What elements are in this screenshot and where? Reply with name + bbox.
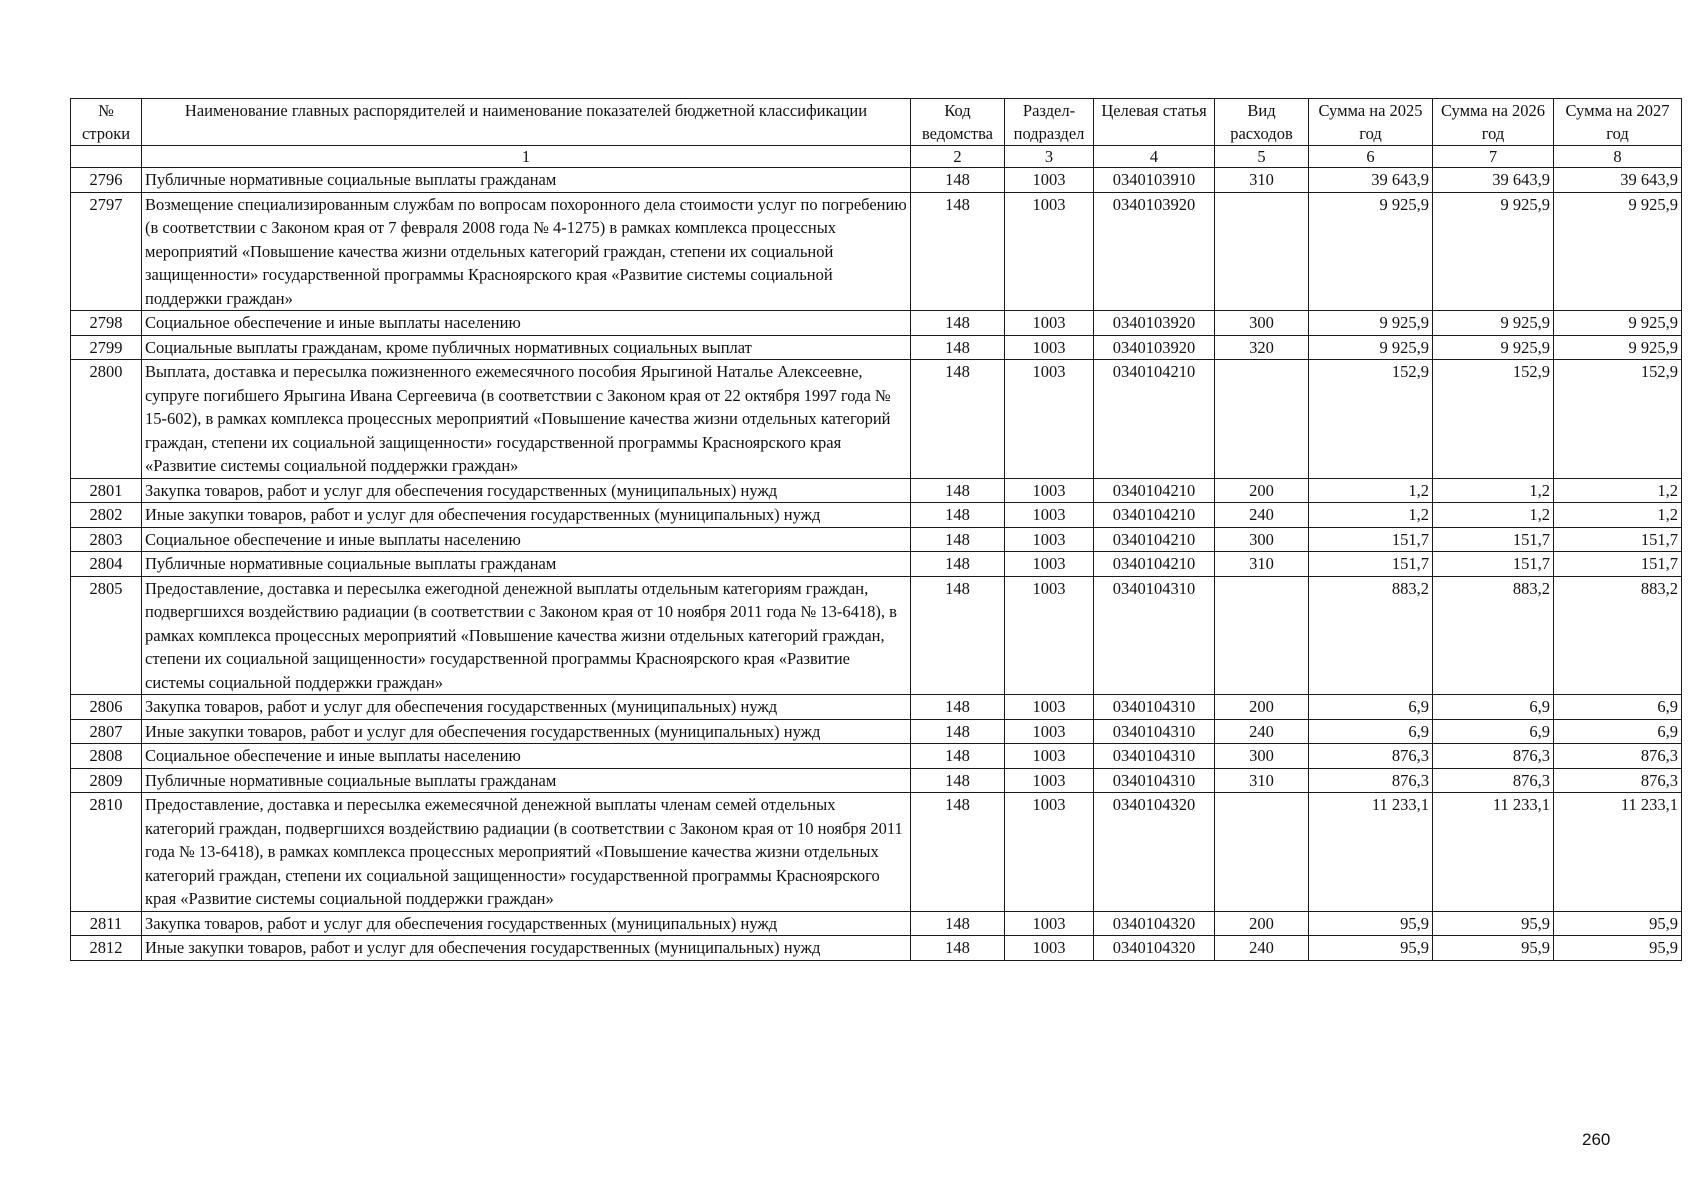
row-target-article: 0340104310 bbox=[1094, 744, 1215, 769]
row-name: Возмещение специализированным службам по вопросам похоронного дела стоимости услуг по погребению (в соответствии с Законом края от 7 февраля 2008 года № 4-1275) в рамках комплекса процессных мероприятий «Повышение качества жизни отдельных категорий граждан, степени их социальной защищенности» государственной программы Красноярского края «Развитие системы социальной поддержки граждан» bbox=[142, 192, 911, 311]
row-sum-2027: 151,7 bbox=[1554, 527, 1682, 552]
row-target-article: 0340104310 bbox=[1094, 695, 1215, 720]
column-number: 8 bbox=[1554, 146, 1682, 168]
header-sum-2027: Сумма на 2027 год bbox=[1554, 99, 1682, 146]
row-number: 2804 bbox=[71, 552, 142, 577]
row-section: 1003 bbox=[1005, 576, 1094, 695]
row-name: Предоставление, доставка и пересылка ежемесячной денежной выплаты членам семей отдельных категорий граждан, подвергшихся воздействию радиации (в соответствии с Законом края от 10 ноября 2011 года № 13-6418), в рамках комплекса процессных мероприятий «Повышение качества жизни отдельных категорий граждан, степени их социальной защищенности» государственной программы Красноярского края «Развитие системы социальной поддержки граждан» bbox=[142, 793, 911, 912]
row-department-code: 148 bbox=[911, 335, 1005, 360]
row-sum-2026: 883,2 bbox=[1433, 576, 1554, 695]
table-row bbox=[71, 503, 1682, 528]
row-sum-2027: 1,2 bbox=[1554, 503, 1682, 528]
header-sum-2026: Сумма на 2026 год bbox=[1433, 99, 1554, 146]
row-sum-2025: 151,7 bbox=[1309, 552, 1433, 577]
row-sum-2026: 876,3 bbox=[1433, 768, 1554, 793]
row-sum-2026: 95,9 bbox=[1433, 911, 1554, 936]
row-expense-type: 320 bbox=[1215, 335, 1309, 360]
row-number: 2807 bbox=[71, 719, 142, 744]
row-target-article: 0340104320 bbox=[1094, 793, 1215, 912]
row-department-code: 148 bbox=[911, 503, 1005, 528]
row-expense-type: 240 bbox=[1215, 936, 1309, 961]
row-sum-2027: 9 925,9 bbox=[1554, 335, 1682, 360]
row-sum-2025: 151,7 bbox=[1309, 527, 1433, 552]
row-target-article: 0340104320 bbox=[1094, 911, 1215, 936]
row-number: 2810 bbox=[71, 793, 142, 912]
row-sum-2027: 876,3 bbox=[1554, 744, 1682, 769]
row-sum-2026: 1,2 bbox=[1433, 478, 1554, 503]
row-expense-type bbox=[1215, 793, 1309, 912]
row-department-code: 148 bbox=[911, 552, 1005, 577]
row-sum-2027: 883,2 bbox=[1554, 576, 1682, 695]
header-row-number: № строки bbox=[71, 99, 142, 146]
row-target-article: 0340104320 bbox=[1094, 936, 1215, 961]
row-sum-2025: 152,9 bbox=[1309, 360, 1433, 479]
row-sum-2026: 9 925,9 bbox=[1433, 335, 1554, 360]
row-sum-2025: 1,2 bbox=[1309, 478, 1433, 503]
row-name: Иные закупки товаров, работ и услуг для обеспечения государственных (муниципальных) нужд bbox=[142, 936, 911, 961]
row-expense-type: 310 bbox=[1215, 552, 1309, 577]
row-sum-2027: 11 233,1 bbox=[1554, 793, 1682, 912]
row-target-article: 0340104210 bbox=[1094, 527, 1215, 552]
row-target-article: 0340103920 bbox=[1094, 335, 1215, 360]
row-sum-2025: 95,9 bbox=[1309, 936, 1433, 961]
row-name: Иные закупки товаров, работ и услуг для обеспечения государственных (муниципальных) нужд bbox=[142, 503, 911, 528]
row-name: Закупка товаров, работ и услуг для обеспечения государственных (муниципальных) нужд bbox=[142, 695, 911, 720]
row-number: 2798 bbox=[71, 311, 142, 336]
row-department-code: 148 bbox=[911, 911, 1005, 936]
row-number: 2797 bbox=[71, 192, 142, 311]
row-sum-2026: 152,9 bbox=[1433, 360, 1554, 479]
row-expense-type: 200 bbox=[1215, 911, 1309, 936]
row-target-article: 0340104210 bbox=[1094, 552, 1215, 577]
row-target-article: 0340104210 bbox=[1094, 360, 1215, 479]
row-number: 2800 bbox=[71, 360, 142, 479]
header-expense-type: Вид расходов bbox=[1215, 99, 1309, 146]
row-sum-2027: 1,2 bbox=[1554, 478, 1682, 503]
row-name: Выплата, доставка и пересылка пожизненного ежемесячного пособия Ярыгиной Наталье Алексеевне, супруге погибшего Ярыгина Ивана Сергеевича (в соответствии с Законом края от 22 октября 1997 года № 15-602), в рамках комплекса процессных мероприятий «Повышение качества жизни отдельных категорий граждан, степени их социальной защищенности» государственной программы Красноярского края «Развитие системы социальной поддержки граждан» bbox=[142, 360, 911, 479]
row-section: 1003 bbox=[1005, 478, 1094, 503]
row-sum-2027: 151,7 bbox=[1554, 552, 1682, 577]
row-sum-2026: 9 925,9 bbox=[1433, 192, 1554, 311]
row-target-article: 0340104210 bbox=[1094, 503, 1215, 528]
table-row bbox=[71, 793, 1682, 912]
row-department-code: 148 bbox=[911, 744, 1005, 769]
row-section: 1003 bbox=[1005, 552, 1094, 577]
budget-table bbox=[70, 98, 1682, 961]
column-number bbox=[71, 146, 142, 168]
row-sum-2027: 152,9 bbox=[1554, 360, 1682, 479]
row-section: 1003 bbox=[1005, 793, 1094, 912]
row-number: 2801 bbox=[71, 478, 142, 503]
row-sum-2025: 876,3 bbox=[1309, 768, 1433, 793]
row-number: 2809 bbox=[71, 768, 142, 793]
row-sum-2027: 9 925,9 bbox=[1554, 311, 1682, 336]
row-sum-2025: 1,2 bbox=[1309, 503, 1433, 528]
row-expense-type: 240 bbox=[1215, 503, 1309, 528]
table-row bbox=[71, 719, 1682, 744]
header-name: Наименование главных распорядителей и наименование показателей бюджетной классификации bbox=[142, 99, 911, 146]
row-department-code: 148 bbox=[911, 695, 1005, 720]
row-sum-2026: 9 925,9 bbox=[1433, 311, 1554, 336]
row-section: 1003 bbox=[1005, 527, 1094, 552]
column-number: 2 bbox=[911, 146, 1005, 168]
row-sum-2026: 151,7 bbox=[1433, 552, 1554, 577]
table-row bbox=[71, 311, 1682, 336]
row-number: 2811 bbox=[71, 911, 142, 936]
table-row bbox=[71, 552, 1682, 577]
row-sum-2026: 876,3 bbox=[1433, 744, 1554, 769]
table-row bbox=[71, 576, 1682, 695]
row-section: 1003 bbox=[1005, 744, 1094, 769]
column-number: 3 bbox=[1005, 146, 1094, 168]
row-sum-2027: 6,9 bbox=[1554, 695, 1682, 720]
row-number: 2806 bbox=[71, 695, 142, 720]
table-row bbox=[71, 478, 1682, 503]
row-sum-2025: 9 925,9 bbox=[1309, 311, 1433, 336]
row-department-code: 148 bbox=[911, 527, 1005, 552]
table-row bbox=[71, 168, 1682, 193]
table-row bbox=[71, 192, 1682, 311]
row-expense-type: 200 bbox=[1215, 478, 1309, 503]
row-name: Закупка товаров, работ и услуг для обеспечения государственных (муниципальных) нужд bbox=[142, 478, 911, 503]
row-sum-2026: 39 643,9 bbox=[1433, 168, 1554, 193]
row-number: 2796 bbox=[71, 168, 142, 193]
row-number: 2803 bbox=[71, 527, 142, 552]
row-sum-2025: 883,2 bbox=[1309, 576, 1433, 695]
row-target-article: 0340103920 bbox=[1094, 311, 1215, 336]
row-sum-2027: 9 925,9 bbox=[1554, 192, 1682, 311]
row-department-code: 148 bbox=[911, 192, 1005, 311]
row-section: 1003 bbox=[1005, 768, 1094, 793]
row-sum-2027: 95,9 bbox=[1554, 936, 1682, 961]
table-row bbox=[71, 744, 1682, 769]
row-section: 1003 bbox=[1005, 311, 1094, 336]
row-expense-type: 300 bbox=[1215, 311, 1309, 336]
row-name: Предоставление, доставка и пересылка ежегодной денежной выплаты отдельным категориям граждан, подвергшихся воздействию радиации (в соответствии с Законом края от 10 ноября 2011 года № 13-6418), в рамках комплекса процессных мероприятий «Повышение качества жизни отдельных категорий граждан, степени их социальной защищенности» государственной программы Красноярского края «Развитие системы социальной поддержки граждан» bbox=[142, 576, 911, 695]
table-row bbox=[71, 936, 1682, 961]
row-number: 2805 bbox=[71, 576, 142, 695]
row-expense-type bbox=[1215, 192, 1309, 311]
row-target-article: 0340104310 bbox=[1094, 576, 1215, 695]
header-row bbox=[71, 99, 1682, 146]
row-sum-2025: 9 925,9 bbox=[1309, 335, 1433, 360]
row-department-code: 148 bbox=[911, 311, 1005, 336]
row-sum-2027: 39 643,9 bbox=[1554, 168, 1682, 193]
row-expense-type: 200 bbox=[1215, 695, 1309, 720]
column-number: 4 bbox=[1094, 146, 1215, 168]
row-sum-2025: 39 643,9 bbox=[1309, 168, 1433, 193]
row-section: 1003 bbox=[1005, 695, 1094, 720]
row-number: 2802 bbox=[71, 503, 142, 528]
column-number: 1 bbox=[142, 146, 911, 168]
row-section: 1003 bbox=[1005, 168, 1094, 193]
column-number: 7 bbox=[1433, 146, 1554, 168]
row-sum-2026: 11 233,1 bbox=[1433, 793, 1554, 912]
row-expense-type: 310 bbox=[1215, 168, 1309, 193]
row-department-code: 148 bbox=[911, 478, 1005, 503]
row-sum-2026: 6,9 bbox=[1433, 695, 1554, 720]
row-expense-type: 310 bbox=[1215, 768, 1309, 793]
table-row bbox=[71, 360, 1682, 479]
row-sum-2026: 151,7 bbox=[1433, 527, 1554, 552]
row-target-article: 0340103920 bbox=[1094, 192, 1215, 311]
row-name: Социальные выплаты гражданам, кроме публичных нормативных социальных выплат bbox=[142, 335, 911, 360]
header-section: Раздел-подраздел bbox=[1005, 99, 1094, 146]
header-target-article: Целевая статья bbox=[1094, 99, 1215, 146]
row-section: 1003 bbox=[1005, 360, 1094, 479]
row-section: 1003 bbox=[1005, 719, 1094, 744]
row-sum-2025: 11 233,1 bbox=[1309, 793, 1433, 912]
row-name: Закупка товаров, работ и услуг для обеспечения государственных (муниципальных) нужд bbox=[142, 911, 911, 936]
row-section: 1003 bbox=[1005, 192, 1094, 311]
row-section: 1003 bbox=[1005, 936, 1094, 961]
table-row bbox=[71, 527, 1682, 552]
row-name: Публичные нормативные социальные выплаты гражданам bbox=[142, 768, 911, 793]
row-department-code: 148 bbox=[911, 576, 1005, 695]
row-sum-2027: 95,9 bbox=[1554, 911, 1682, 936]
table-row bbox=[71, 768, 1682, 793]
column-number: 5 bbox=[1215, 146, 1309, 168]
row-sum-2025: 876,3 bbox=[1309, 744, 1433, 769]
table-row bbox=[71, 911, 1682, 936]
row-name: Социальное обеспечение и иные выплаты населению bbox=[142, 311, 911, 336]
table-body bbox=[71, 168, 1682, 961]
row-sum-2025: 9 925,9 bbox=[1309, 192, 1433, 311]
row-target-article: 0340104310 bbox=[1094, 719, 1215, 744]
row-department-code: 148 bbox=[911, 168, 1005, 193]
row-department-code: 148 bbox=[911, 768, 1005, 793]
row-department-code: 148 bbox=[911, 360, 1005, 479]
header-department-code: Код ведомства bbox=[911, 99, 1005, 146]
row-department-code: 148 bbox=[911, 719, 1005, 744]
row-sum-2027: 876,3 bbox=[1554, 768, 1682, 793]
row-number: 2808 bbox=[71, 744, 142, 769]
row-expense-type: 240 bbox=[1215, 719, 1309, 744]
row-section: 1003 bbox=[1005, 503, 1094, 528]
row-section: 1003 bbox=[1005, 911, 1094, 936]
row-target-article: 0340104210 bbox=[1094, 478, 1215, 503]
row-name: Иные закупки товаров, работ и услуг для обеспечения государственных (муниципальных) нужд bbox=[142, 719, 911, 744]
row-sum-2026: 95,9 bbox=[1433, 936, 1554, 961]
row-sum-2026: 1,2 bbox=[1433, 503, 1554, 528]
column-number: 6 bbox=[1309, 146, 1433, 168]
row-name: Социальное обеспечение и иные выплаты населению bbox=[142, 527, 911, 552]
column-number-row bbox=[71, 146, 1682, 168]
row-sum-2027: 6,9 bbox=[1554, 719, 1682, 744]
row-name: Публичные нормативные социальные выплаты гражданам bbox=[142, 552, 911, 577]
row-target-article: 0340103910 bbox=[1094, 168, 1215, 193]
row-expense-type: 300 bbox=[1215, 744, 1309, 769]
page-number: 260 bbox=[1582, 1130, 1611, 1149]
row-department-code: 148 bbox=[911, 793, 1005, 912]
row-section: 1003 bbox=[1005, 335, 1094, 360]
row-expense-type bbox=[1215, 360, 1309, 479]
row-department-code: 148 bbox=[911, 936, 1005, 961]
row-number: 2799 bbox=[71, 335, 142, 360]
row-number: 2812 bbox=[71, 936, 142, 961]
header-sum-2025: Сумма на 2025 год bbox=[1309, 99, 1433, 146]
row-name: Публичные нормативные социальные выплаты гражданам bbox=[142, 168, 911, 193]
row-name: Социальное обеспечение и иные выплаты населению bbox=[142, 744, 911, 769]
row-sum-2025: 95,9 bbox=[1309, 911, 1433, 936]
table-row bbox=[71, 335, 1682, 360]
row-target-article: 0340104310 bbox=[1094, 768, 1215, 793]
row-expense-type bbox=[1215, 576, 1309, 695]
table-row bbox=[71, 695, 1682, 720]
row-expense-type: 300 bbox=[1215, 527, 1309, 552]
row-sum-2025: 6,9 bbox=[1309, 719, 1433, 744]
row-sum-2026: 6,9 bbox=[1433, 719, 1554, 744]
row-sum-2025: 6,9 bbox=[1309, 695, 1433, 720]
